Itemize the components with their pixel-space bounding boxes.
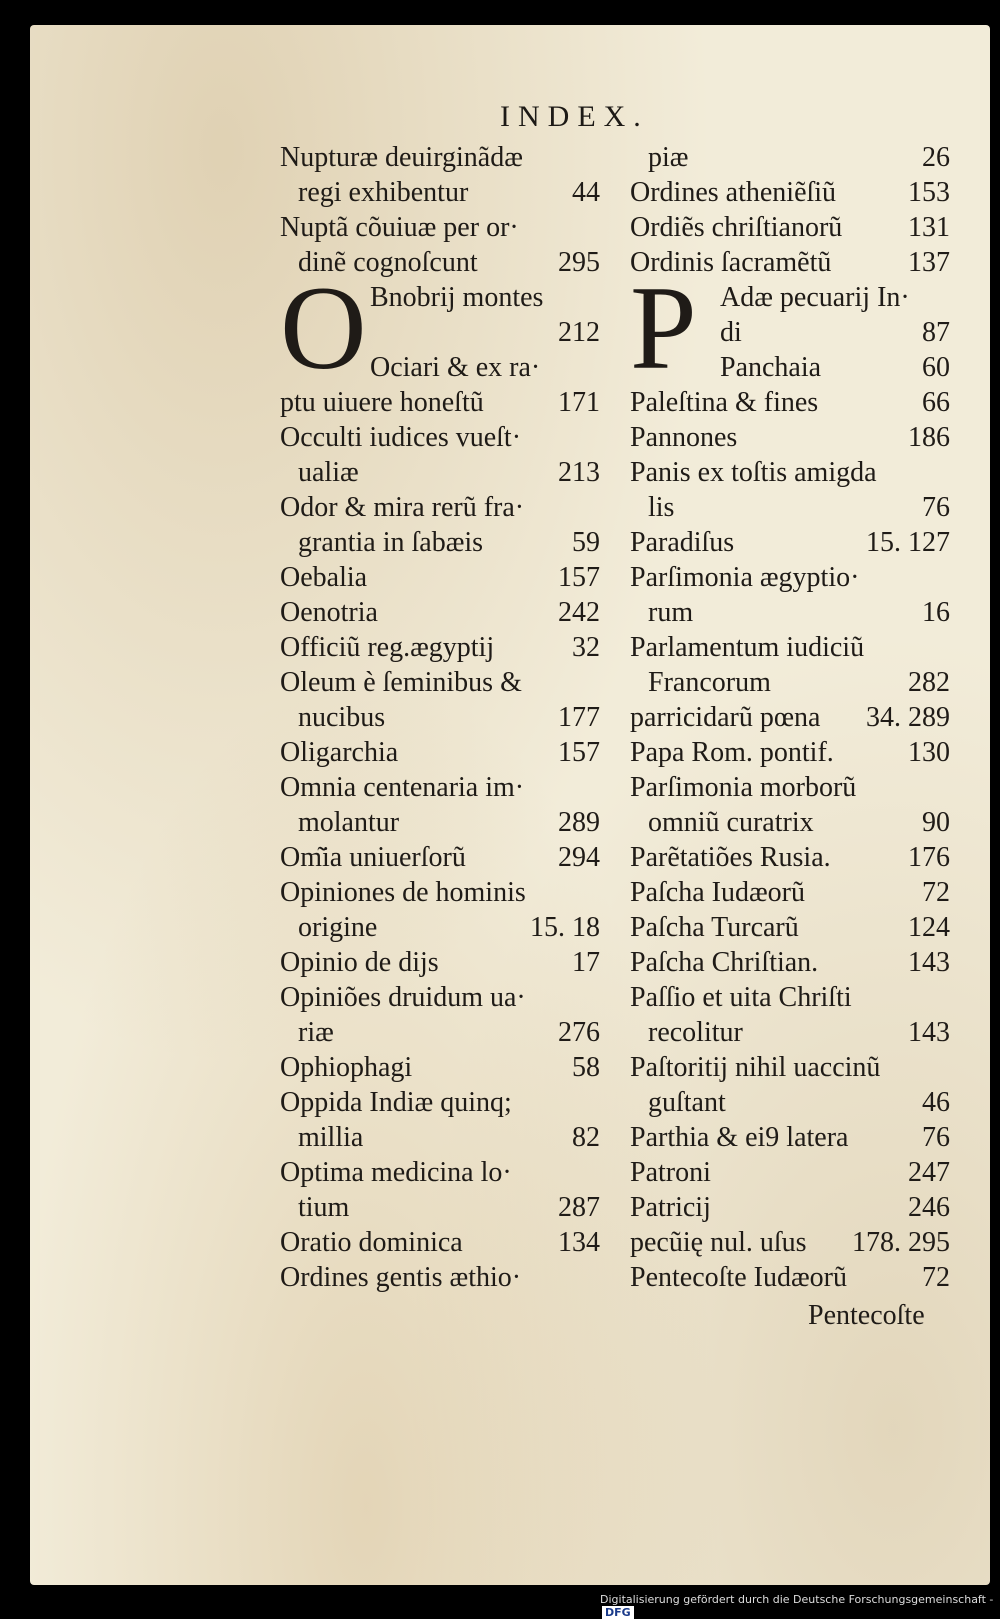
entry-text: Oratio dominica [280, 1227, 463, 1258]
entry-page-number: 15. 18 [530, 912, 600, 943]
entry-text: grantia in ſabæis [298, 527, 484, 558]
entry-text: Paſcha Iudæorũ [630, 877, 805, 908]
entry-text: Parlamentum iudiciũ [630, 632, 865, 663]
entry-page-number: 176 [908, 842, 950, 873]
entry-text: Bnobrij montes [370, 282, 544, 313]
entry-text: Patricij [630, 1192, 711, 1223]
entry-text: Odor & mira rerũ fra· [280, 492, 525, 523]
index-entry [630, 735, 950, 770]
index-entry [280, 525, 600, 560]
entry-text: Paleſtina & fines [630, 387, 819, 418]
index-entry [280, 1050, 600, 1085]
index-column-left [280, 140, 600, 1295]
index-entry [280, 140, 600, 175]
index-entry [280, 1190, 600, 1225]
entry-page-number: 72 [922, 1262, 950, 1293]
entry-page-number: 16 [922, 597, 950, 628]
drop-cap-letter: O [280, 261, 367, 394]
index-entry [630, 210, 950, 245]
entry-page-number: 82 [572, 1122, 600, 1153]
entry-text: ualiæ [298, 457, 359, 488]
index-entry [280, 1225, 600, 1260]
entry-page-number: 186 [908, 422, 950, 453]
index-entry [630, 875, 950, 910]
index-entry [280, 560, 600, 595]
entry-page-number: 131 [908, 212, 950, 243]
entry-text: piæ [648, 142, 689, 173]
entry-text: ptu uiuere honeſtũ [280, 387, 484, 418]
entry-text: Omnia centenaria im· [280, 772, 525, 803]
entry-page-number: 177 [558, 702, 600, 733]
entry-text: Nuptã cõuiuæ per or· [280, 212, 519, 243]
entry-page-number: 59 [572, 527, 600, 558]
entry-page-number: 213 [558, 457, 600, 488]
index-entry [630, 1155, 950, 1190]
index-entry [370, 315, 600, 350]
entry-text: Paſtoritij nihil uaccinũ [630, 1052, 881, 1083]
entry-text: Officiũ reg.ægyptij [280, 632, 495, 663]
entry-page-number: 157 [558, 562, 600, 593]
entry-page-number: 276 [558, 1017, 600, 1048]
index-entry [280, 630, 600, 665]
index-entry [720, 350, 950, 385]
entry-page-number: 157 [558, 737, 600, 768]
index-entry [720, 315, 950, 350]
index-entry [630, 420, 950, 455]
index-entry [280, 1085, 600, 1120]
index-entry [630, 175, 950, 210]
entry-text: rum [648, 597, 694, 628]
entry-text: Paſcha Chriſtian. [630, 947, 819, 978]
entry-page-number: 137 [908, 247, 950, 278]
entry-text: tium [298, 1192, 350, 1223]
entries-group [630, 385, 950, 1295]
digitization-footer [600, 1593, 1000, 1619]
entry-text: Adæ pecuarij In· [720, 282, 910, 313]
entry-text: parricidarũ pœna [630, 702, 821, 733]
entry-page-number: 76 [922, 1122, 950, 1153]
index-entry [630, 525, 950, 560]
entry-page-number: 242 [558, 597, 600, 628]
entry-page-number: 17 [572, 947, 600, 978]
index-entry [630, 1120, 950, 1155]
entry-page-number: 294 [558, 842, 600, 873]
page-heading: INDEX. [500, 100, 649, 133]
entry-page-number: 287 [558, 1192, 600, 1223]
index-entry [630, 560, 950, 595]
index-entry [630, 665, 950, 700]
entry-text: Parẽtatiões Rusia. [630, 842, 831, 873]
entry-text: millia [298, 1122, 364, 1153]
index-entry [280, 595, 600, 630]
entry-page-number: 289 [558, 807, 600, 838]
index-entry [630, 455, 950, 490]
index-entry [370, 280, 600, 315]
entry-page-number: 134 [558, 1227, 600, 1258]
entry-page-number: 130 [908, 737, 950, 768]
entry-page-number: 15. 127 [866, 527, 950, 558]
entry-text: Patroni [630, 1157, 711, 1188]
entry-text: Oppida Indiæ quinq; [280, 1087, 512, 1118]
index-entry [630, 945, 950, 980]
index-entry [280, 700, 600, 735]
index-entry [280, 1260, 600, 1295]
entry-text: Pentecoſte Iudæorũ [630, 1262, 847, 1293]
index-entry [280, 665, 600, 700]
index-entry [630, 840, 950, 875]
entries-group [630, 140, 950, 280]
entry-text: nucibus [298, 702, 386, 733]
drop-cap-lines [720, 280, 950, 385]
index-entry [630, 595, 950, 630]
entry-text: Oleum è ſeminibus & [280, 667, 522, 698]
entry-text: Parthia & ei9 latera [630, 1122, 849, 1153]
entry-text: Papa Rom. pontif. [630, 737, 834, 768]
index-entry [280, 1155, 600, 1190]
entry-text: Paſſio et uita Chriſti [630, 982, 852, 1013]
dfg-logo: DFG [602, 1606, 634, 1619]
entry-page-number: 32 [572, 632, 600, 663]
entry-text: Oenotria [280, 597, 378, 628]
entry-text: Parſimonia ægyptio· [630, 562, 860, 593]
entry-text: lis [648, 492, 675, 523]
index-entry [630, 140, 950, 175]
index-entry [630, 770, 950, 805]
entry-page-number: 247 [908, 1157, 950, 1188]
entry-text: Paradiſus [630, 527, 735, 558]
entry-page-number: 66 [922, 387, 950, 418]
index-entry [280, 1120, 600, 1155]
entry-text: molantur [298, 807, 400, 838]
index-entry [280, 455, 600, 490]
entry-text: Ordines gentis æthio· [280, 1262, 522, 1293]
entry-text: Oebalia [280, 562, 368, 593]
entry-text: Ophiophagi [280, 1052, 413, 1083]
index-entry [280, 980, 600, 1015]
entry-page-number: 26 [922, 142, 950, 173]
entry-page-number: 76 [922, 492, 950, 523]
entries-group [280, 385, 600, 1295]
index-entry [280, 840, 600, 875]
entry-page-number: 246 [908, 1192, 950, 1223]
index-entry [630, 1050, 950, 1085]
entry-page-number: 212 [558, 317, 600, 348]
index-entry [280, 875, 600, 910]
index-entry [280, 910, 600, 945]
entry-text: Ordinis ſacramẽtũ [630, 247, 832, 278]
entry-page-number: 124 [908, 912, 950, 943]
entry-page-number: 171 [558, 387, 600, 418]
index-entry [630, 700, 950, 735]
entry-page-number: 153 [908, 177, 950, 208]
entry-page-number: 90 [922, 807, 950, 838]
entry-text: Occulti iudices vueſt· [280, 422, 522, 453]
index-entry [630, 1225, 950, 1260]
index-entry [630, 630, 950, 665]
entry-page-number: 46 [922, 1087, 950, 1118]
entry-page-number: 295 [558, 247, 600, 278]
entry-page-number: 282 [908, 667, 950, 698]
entry-text: Opinio de dijs [280, 947, 439, 978]
drop-cap-letter: P [630, 261, 697, 394]
entry-text: di [720, 317, 742, 348]
footer-text: Digitalisierung gefördert durch die Deutsche Forschungsgemeinschaft - [600, 1593, 994, 1606]
index-entry [630, 1190, 950, 1225]
entry-text: pecũię nul. uſus [630, 1227, 807, 1258]
entry-text: Francorum [648, 667, 771, 698]
index-entry [280, 490, 600, 525]
index-entry [280, 805, 600, 840]
entry-page-number: 143 [908, 947, 950, 978]
entry-text: Panchaia [720, 352, 822, 383]
index-entry [630, 805, 950, 840]
entry-page-number: 58 [572, 1052, 600, 1083]
index-entry [280, 1015, 600, 1050]
entry-text: Panis ex toſtis amigda [630, 457, 877, 488]
entry-text: dinẽ cognoſcunt [298, 247, 478, 278]
entry-text: guſtant [648, 1087, 726, 1118]
entry-text: regi exhibentur [298, 177, 469, 208]
index-entry [630, 1260, 950, 1295]
index-entry [720, 280, 950, 315]
drop-cap-lines [370, 280, 600, 385]
index-entry [630, 910, 950, 945]
entry-text: origine [298, 912, 378, 943]
index-entry [630, 1015, 950, 1050]
entry-text: Oligarchia [280, 737, 399, 768]
entry-page-number: 178. 295 [852, 1227, 950, 1258]
index-entry [280, 945, 600, 980]
entry-text: Opiniones de hominis [280, 877, 526, 908]
entry-page-number: 60 [922, 352, 950, 383]
entry-text: Pannones [630, 422, 738, 453]
index-entry [280, 210, 600, 245]
index-entry [280, 175, 600, 210]
entry-page-number: 34. 289 [866, 702, 950, 733]
entries-group [280, 140, 600, 280]
entry-text: riæ [298, 1017, 334, 1048]
entry-text: Opiniões druidum ua· [280, 982, 526, 1013]
entry-text: recolitur [648, 1017, 743, 1048]
entry-text: Parſimonia morborũ [630, 772, 857, 803]
index-entry [370, 350, 600, 385]
index-entry [280, 770, 600, 805]
index-entry [280, 735, 600, 770]
entry-page-number: 72 [922, 877, 950, 908]
index-entry [630, 980, 950, 1015]
entry-text: omniũ curatrix [648, 807, 814, 838]
entry-text: Optima medicina lo· [280, 1157, 512, 1188]
entry-text: Om͂ia uniuerſorũ [280, 842, 466, 873]
entry-page-number: 87 [922, 317, 950, 348]
index-entry [280, 420, 600, 455]
entry-page-number: 143 [908, 1017, 950, 1048]
index-entry [630, 490, 950, 525]
entry-text: Ordiẽs chriſtianorũ [630, 212, 843, 243]
index-column-right [630, 140, 950, 1295]
entry-text: Ociari & ex ra· [370, 352, 541, 383]
entry-text: Nupturæ deuirginãdæ [280, 142, 523, 173]
entry-text: Paſcha Turcarũ [630, 912, 799, 943]
entry-text: Ordines atheniẽſiũ [630, 177, 837, 208]
index-entry [630, 1085, 950, 1120]
entry-page-number: 44 [572, 177, 600, 208]
catchword: Pentecoſte [808, 1300, 925, 1331]
